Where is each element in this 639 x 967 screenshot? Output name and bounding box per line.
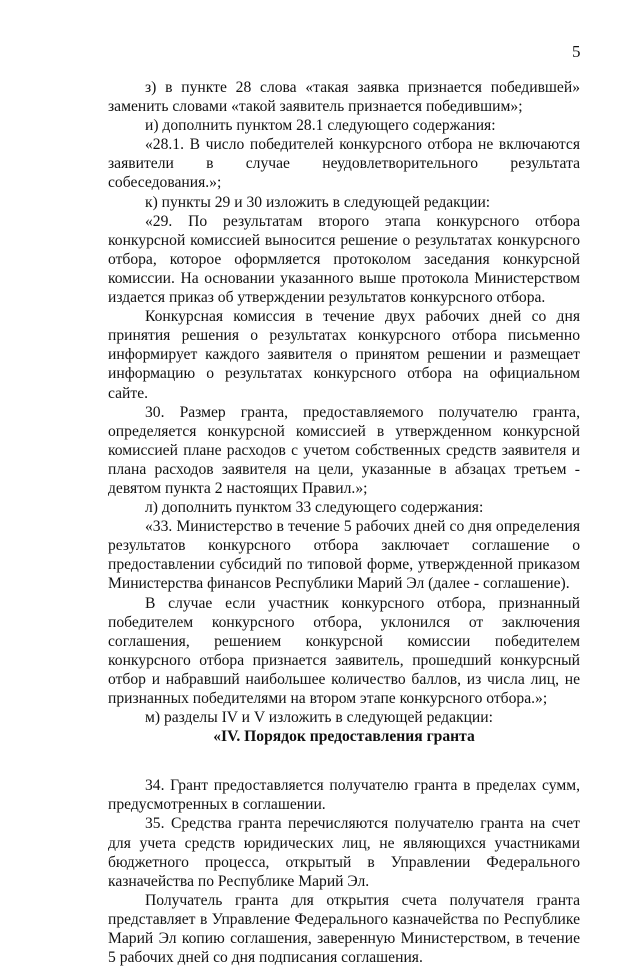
paragraph-winner-declines: В случае если участник конкурсного отбора, признанный победителем конкурсного отбора, уклонился от заключения соглашения, решением конкурсной комиссии победителем конкурсного отбора признается заявитель, прошедший конкурсный отбор и набравший наибольшее количество баллов, из числа лиц, не признанных победителями на втором этапе конкурсного отбора.»; (108, 594, 580, 707)
paragraph-33: «33. Министерство в течение 5 рабочих дней со дня определения результатов конкурсного отбора заключает соглашение о предоставлении субсидий по типовой форме, утвержденной приказом Министерства финансов Республики Марий Эл (далее - соглашение). (108, 518, 580, 593)
paragraph-29: «29. По результатам второго этапа конкурсного отбора конкурсной комиссией выносится решение о результатах конкурсного отбора, которое оформляется протоколом заседания конкурсной комиссии. На основании указанного выше протокола Министерством издается приказ об утверждении результатов конкурсного отбора. (108, 212, 580, 307)
page-number: 5 (572, 42, 581, 61)
paragraph-30: 30. Размер гранта, предоставляемого получателю гранта, определяется конкурсной комиссией в утвержденном конкурсной комиссией плане расходов с учетом собственных средств заявителя и плана расходов заявителя на цели, указанные в абзацах третьем - девятом пункта 2 настоящих Правил.»; (108, 403, 580, 497)
paragraph-34: 34. Грант предоставляется получателю гранта в пределах сумм, предусмотренных в соглашении. (108, 777, 580, 814)
paragraph-account-opening: Получатель гранта для открытия счета получателя гранта представляет в Управление Федерального казначейства по Республике Марий Эл копию соглашения, заверенную Министерством, в течение 5 рабочих дней со дня подписания соглашения. (108, 891, 580, 967)
paragraph-35: 35. Средства гранта перечисляются получателю гранта на счет для учета средств юридических лиц, не являющихся участниками бюджетного процесса, открытый в Управлении Федерального казначейства по Республике Марий Эл. (108, 815, 580, 890)
paragraph-amendment-z: з) в пункте 28 слова «такая заявка признается победившей» заменить словами «такой заявитель признается победившим»; (108, 79, 580, 116)
paragraph-amendment-m: м) разделы IV и V изложить в следующей редакции: (145, 709, 493, 727)
paragraph-amendment-i: и) дополнить пунктом 28.1 следующего содержания: (145, 117, 496, 135)
paragraph-amendment-k: к) пункты 29 и 30 изложить в следующей редакции: (145, 193, 491, 211)
paragraph-commission-informs: Конкурсная комиссия в течение двух рабочих дней со дня принятия решения о результатах конкурсного отбора письменно информирует каждого заявителя о принятом решении и размещает информацию о результатах конкурсного отбора на официальном сайте. (108, 308, 580, 402)
paragraph-amendment-l: л) дополнить пунктом 33 следующего содержания: (145, 499, 484, 517)
section-heading: «IV. Порядок предоставления гранта (213, 728, 475, 746)
paragraph-28-1: «28.1. В число победителей конкурсного отбора не включаются заявители в случае неудовлетворительного результата собеседования.»; (108, 136, 580, 192)
document-body (108, 78, 580, 967)
